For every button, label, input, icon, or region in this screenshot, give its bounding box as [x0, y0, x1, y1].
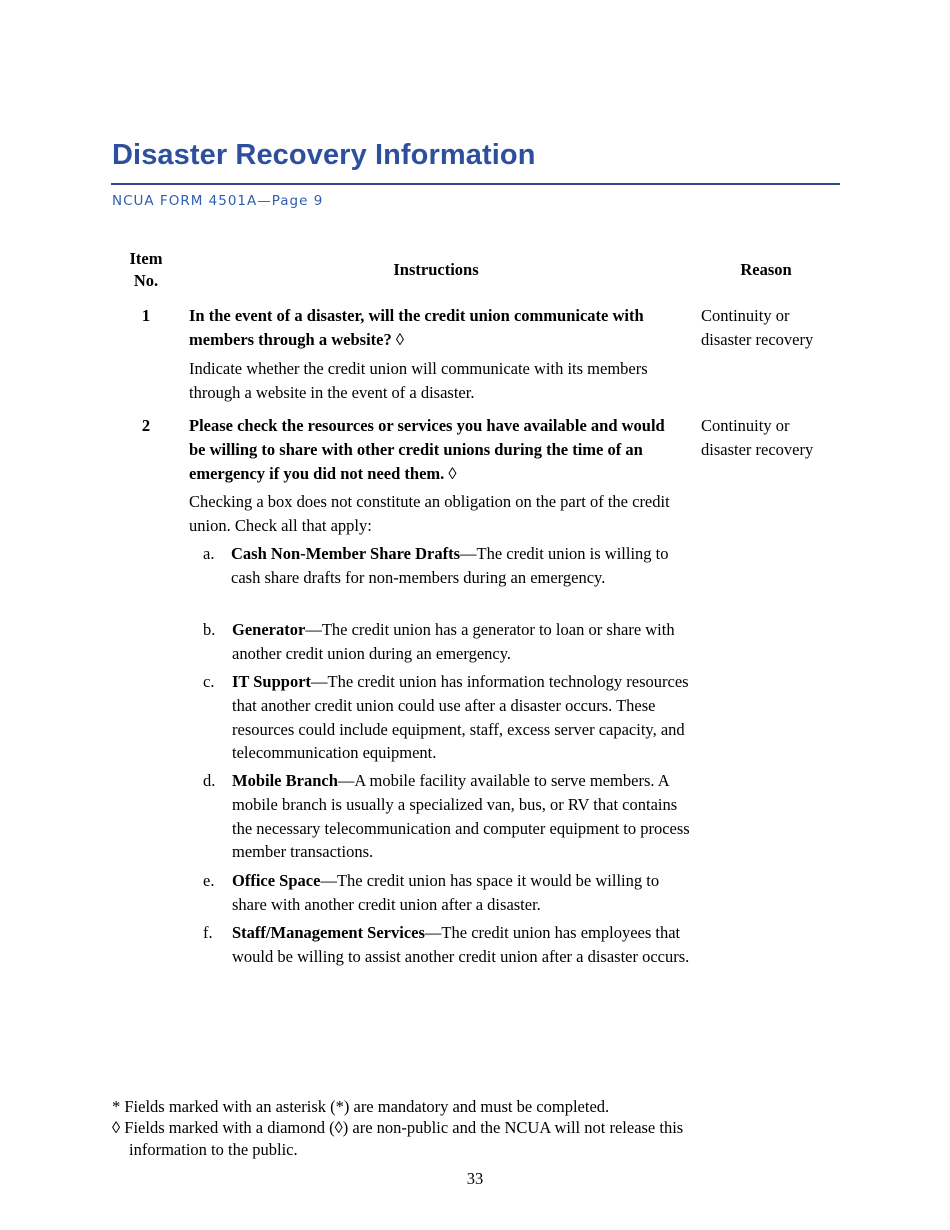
item-1-reason: Continuity or disaster recovery — [701, 306, 814, 349]
list-letter: a. — [203, 544, 215, 563]
list-desc: —The credit union is willing to cash share drafts for non-members during an emergency. — [231, 544, 669, 587]
item-2-reason: Continuity or disaster recovery — [701, 416, 814, 459]
list-letter: b. — [203, 620, 216, 639]
list-desc: —The credit union has space it would be willing to share with another credit union after a disaster. — [232, 871, 660, 914]
item-2-detail: Checking a box does not constitute an obligation on the part of the credit union. Check all that apply: — [189, 492, 670, 535]
list-item — [203, 769, 693, 864]
list-item — [203, 869, 693, 917]
form-subtitle: NCUA FORM 4501A—Page 9 — [112, 193, 324, 209]
list-desc: —The credit union has employees that would be willing to assist another credit union after a disaster occurs. — [232, 923, 690, 966]
item-number-2: 2 — [141, 416, 151, 435]
list-term: IT Support — [232, 672, 312, 691]
list-letter: d. — [203, 771, 216, 790]
page-title: Disaster Recovery Information — [112, 139, 536, 171]
list-desc: —A mobile facility available to serve members. A mobile branch is usually a specialized van, bus, or RV that contains the necessary telecommunication and computer equipment to process member transactions. — [232, 771, 690, 862]
list-item — [203, 618, 693, 666]
list-term: Staff/Management Services — [232, 923, 425, 942]
item-1-question: In the event of a disaster, will the credit union communicate with members through a website? ◊ — [189, 306, 644, 349]
list-item — [203, 670, 693, 765]
list-item — [203, 921, 693, 969]
list-item — [203, 542, 693, 590]
item-2-question: Please check the resources or services you have available and would be willing to share with other credit unions during the time of an emergency if you did not need them. ◊ — [189, 416, 665, 483]
item-number-1: 1 — [141, 306, 151, 325]
list-term: Cash Non-Member Share Drafts — [231, 544, 460, 563]
footnote-asterisk: * Fields marked with an asterisk (*) are mandatory and must be completed. — [112, 1097, 610, 1116]
list-letter: e. — [203, 871, 215, 890]
title-divider — [111, 183, 840, 185]
list-term: Office Space — [232, 871, 321, 890]
list-letter: f. — [203, 923, 213, 942]
footnote-diamond-continued: information to the public. — [129, 1140, 298, 1159]
list-desc: —The credit union has information technology resources that another credit union could use after a disaster occurs. These resources could include equipment, staff, excess server capacity, and telecommunication equipment. — [232, 672, 689, 763]
list-term: Mobile Branch — [232, 771, 338, 790]
header-item-no: Item No. — [129, 249, 163, 290]
list-term: Generator — [232, 620, 306, 639]
item-1-detail: Indicate whether the credit union will communicate with its members through a website in the event of a disaster. — [189, 359, 648, 402]
page-number: 33 — [466, 1169, 484, 1188]
header-reason: Reason — [740, 260, 792, 279]
list-letter: c. — [203, 672, 215, 691]
footnote-diamond: ◊ Fields marked with a diamond (◊) are non-public and the NCUA will not release this — [112, 1118, 684, 1137]
header-instructions: Instructions — [393, 260, 479, 279]
list-desc: —The credit union has a generator to loan or share with another credit union during an emergency. — [232, 620, 675, 663]
